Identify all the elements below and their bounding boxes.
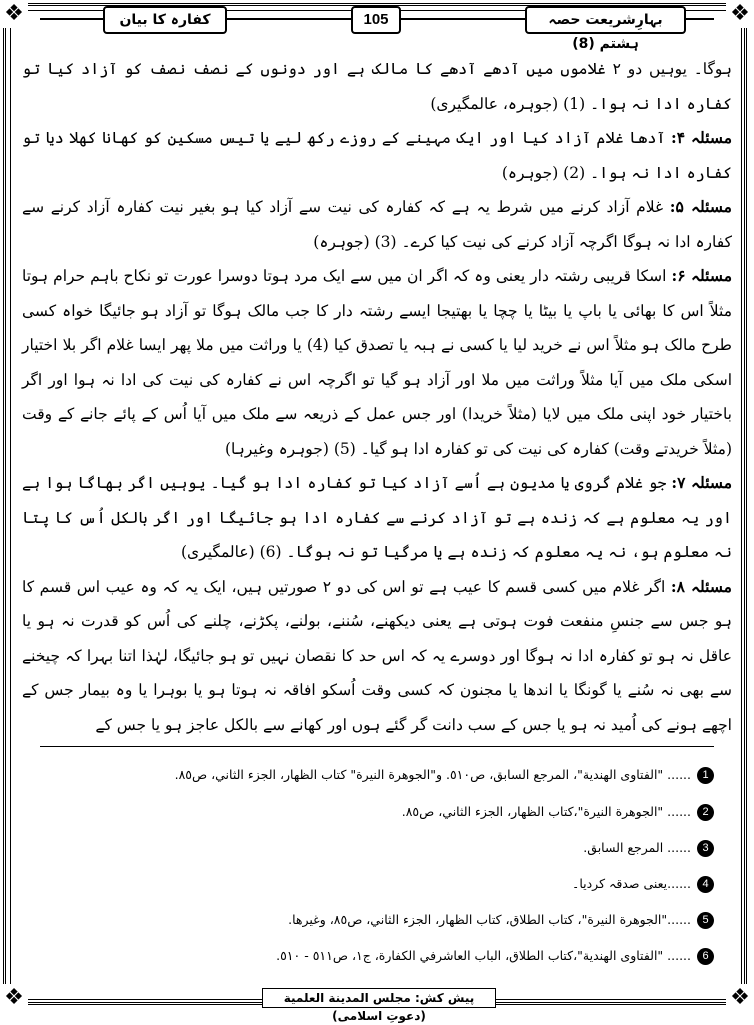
paragraph-text: اسکا قریبی رشتہ دار یعنی وہ کہ اگر ان میں سے ایک مرد ہوتا دوسرا عورت تو نکاح باہم حرام ہوتا مثلاً اس کا بھائی یا باپ یا بیٹا یا چچا یا بھتیجا ایسے رشتہ دار کا جب مالک ہوگا تو آزاد ہو جائیگا خواہ کسی طرح مالک ہو مثلاً اس نے خرید لیا یا کسی نے ہبہ یا تصدق کیا (4) یا وراثت میں ملا پھر ایسا غلام اگر بلا اختیار اسکی ملک میں آیا مثلاً وراثت میں ملا اور آزاد ہو گیا تو اگرچہ اس نے کفارہ کی نیت کی ادا نہ ہوا اور اگر باختیار خود اپنی ملک میں لایا (مثلاً خریدا) اور جس عمل کے ذریعہ سے ملک میں آیا اُس کے پائے جانے کے وقت (مثلاً خریدتے وقت) کفارہ کی نیت کی تو کفارہ ادا ہو گیا۔ (5) (جوہرہ وغیرہا) xyxy=(22,267,732,458)
masala-label: مسئلہ ۴: xyxy=(670,128,732,147)
book-title: بہارِشریعت حصہ ہشتم (8) xyxy=(525,6,686,34)
masala-label: مسئلہ ۸: xyxy=(670,576,732,596)
footnote-item xyxy=(40,875,714,893)
paragraph-text: اگر غلام میں کسی قسم کا عیب ہے تو اس کی دو ۲ صورتیں ہیں، ایک یہ کہ وہ عیب اس قسم کا ہو جس سے جنسِ منفعت فوت ہوتی ہے یعنی دیکھنے، سُننے، بولنے، پکڑنے، چلنے کی اُس کو قدرت نہ ہو یا عاقل نہ ہو تو کفارہ ادا نہ ہوگا اور دوسرے یہ کہ اس حد کا نقصان نہیں تو ہو جائیگا، لہٰذا اتنا بہرا کہ چیخنے سے بھی نہ سُنے یا گونگا یا اندھا یا مجنون کہ کسی وقت اُسکو افاقہ نہ ہوتا ہو یا بوہرا یا وہ بیمار جس کے اچھے ہونے کی اُمید نہ ہو یا جس کے سب دانت گر گئے ہوں اور کھانے سے بالکل عاجز ہو یا جس کے xyxy=(22,577,732,734)
masala-4 xyxy=(22,121,732,190)
footnote-number-badge: 2 xyxy=(697,804,714,821)
footnote-text: ...... "الجوهرة النيرة"،كتاب الظهار، الجزء الثاني، ص٨٥. xyxy=(401,804,691,819)
footnote-item xyxy=(40,803,714,821)
corner-ornament-bottom-left: ❖ xyxy=(0,984,28,1012)
header-rule-right xyxy=(682,18,714,20)
masala-8 xyxy=(22,570,732,743)
footnote-text: ......"الجوهرة النيرة"، كتاب الطلاق، كتاب الظهار، الجزء الثاني، ص٨٥، وغيرها. xyxy=(288,912,691,927)
footnote-text: ......یعنی صدقہ کردیا۔ xyxy=(572,876,691,891)
footnote-number-badge: 4 xyxy=(697,876,714,893)
footnote-number-badge: 5 xyxy=(697,912,714,929)
footnote-item xyxy=(40,839,714,857)
paragraph-text: آدھا غلام آزاد کیا اور ایک مہینے کے روزے رکھ لیے یا تیس مسکین کو کھانا کھلا دیا تو کفارہ ادا نہ ہوا۔ (2) (جوہرہ) xyxy=(22,129,732,182)
footnote-text: ...... "الفتاوى الهندية"،كتاب الطلاق، الباب العاشرفي الكفارة، ج١، ص٥١١ - ٥١٠. xyxy=(276,948,691,963)
footnote-separator xyxy=(40,746,714,747)
chapter-title: کفارہ کا بیان xyxy=(103,6,227,34)
footnote-number-badge: 6 xyxy=(697,948,714,965)
header-rule-mid-right xyxy=(397,18,525,20)
footnote-number-badge: 3 xyxy=(697,840,714,857)
main-text xyxy=(22,52,732,742)
header-rule-mid-left xyxy=(223,18,351,20)
masala-6 xyxy=(22,259,732,466)
header-rule-left xyxy=(40,18,103,20)
page-number: 105 xyxy=(351,6,401,34)
footnote-item xyxy=(40,911,714,929)
footnote-text: ...... "الفتاوى الهندية"، المرجع السابق، ص٥١٠. و"الجوهرة النيرة" كتاب الظهار، الجزء الثاني، ص٨٥. xyxy=(174,767,691,782)
paragraph-text: ہوگا۔ یوہیں دو ۲ غلاموں میں آدھے آدھے کا مالک ہے اور دونوں کے نصف نصف کو آزاد کیا تو کفارہ ادا نہ ہوا۔ (1) (جوہرہ، عالمگیری) xyxy=(22,60,732,113)
paragraph-text: جو غلام گروی یا مدیون ہے اُسے آزاد کیا تو کفارہ ادا ہو گیا۔ یوہیں اگر بھاگا ہوا ہے اور یہ معلوم ہے کہ زندہ ہے تو آزاد کرنے سے کفارہ ادا ہو جائیگا اور اگر بالکل اُس کا پتا نہ معلوم ہو، نہ یہ معلوم کہ زندہ ہے یا مرگیا تو نہ ہوگا۔ (6) (عالمگیری) xyxy=(22,474,732,561)
masala-label: مسئلہ ۷: xyxy=(671,473,732,492)
masala-5 xyxy=(22,190,732,259)
corner-ornament-top-right: ❖ xyxy=(726,0,754,28)
footnote-item xyxy=(40,947,714,965)
masala-7 xyxy=(22,466,732,570)
corner-ornament-top-left: ❖ xyxy=(0,0,28,28)
paragraph-text: غلام آزاد کرنے میں شرط یہ ہے کہ کفارہ کی نیت سے آزاد کیا ہو بغیر نیت کفارہ آزاد کرنے سے کفارہ ادا نہ ہوگا اگرچہ آزاد کرنے کی نیت کیا کرے۔ (3) (جوہرہ) xyxy=(22,198,732,251)
footnote-number-badge: 1 xyxy=(697,767,714,784)
publisher-footer: پیش کش: مجلس المدينة العلمية (دعوتِ اسلامی) xyxy=(262,988,496,1008)
footnote-text: ...... المرجع السابق. xyxy=(583,840,691,855)
corner-ornament-bottom-right: ❖ xyxy=(726,984,754,1012)
masala-label: مسئلہ ۶: xyxy=(671,266,732,285)
masala-label: مسئلہ ۵: xyxy=(669,197,732,216)
paragraph-continuation xyxy=(22,52,732,121)
footnote-item xyxy=(40,766,714,784)
